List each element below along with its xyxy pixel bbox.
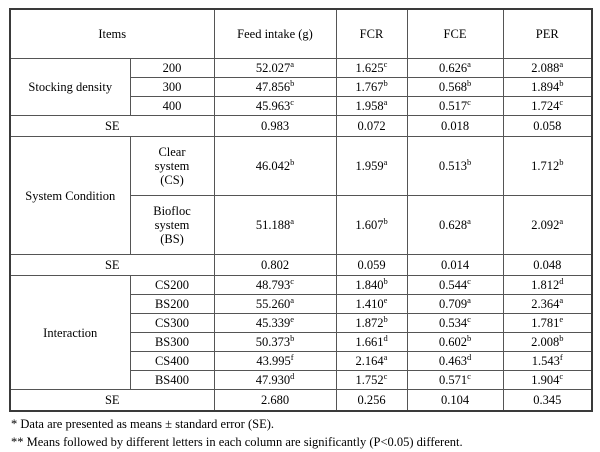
cell-value: 1.661 bbox=[355, 335, 384, 349]
significance-letter: a bbox=[383, 96, 388, 107]
significance-letter: c bbox=[467, 275, 471, 286]
cell-value: 43.995 bbox=[256, 354, 291, 368]
cell-value: 2.008 bbox=[531, 335, 560, 349]
significance-letter: b bbox=[290, 332, 295, 343]
se-cell-per: 0.048 bbox=[503, 255, 592, 276]
cell-value: 0.544 bbox=[439, 278, 468, 292]
cell-fce bbox=[407, 314, 503, 333]
cell-value: 55.260 bbox=[255, 297, 291, 311]
significance-letter: b bbox=[559, 77, 564, 88]
cell-feed-intake bbox=[214, 371, 336, 390]
results-table bbox=[9, 8, 593, 412]
row-label-line: system bbox=[154, 159, 190, 173]
row-label-line: (CS) bbox=[160, 173, 184, 187]
significance-letter: e bbox=[383, 294, 388, 305]
column-header-items: Items bbox=[10, 9, 214, 59]
row-label bbox=[130, 196, 214, 255]
se-label: SE bbox=[10, 255, 214, 276]
cell-feed-intake bbox=[214, 137, 336, 196]
se-cell-per: 0.345 bbox=[503, 390, 592, 412]
footnotes bbox=[9, 416, 591, 452]
cell-per bbox=[503, 352, 592, 371]
cell-feed-intake bbox=[214, 333, 336, 352]
se-row bbox=[10, 116, 592, 137]
significance-letter: c bbox=[290, 96, 295, 107]
significance-letter: e bbox=[559, 313, 564, 324]
table-row bbox=[10, 59, 592, 78]
cell-value: 0.513 bbox=[438, 159, 467, 173]
cell-feed-intake bbox=[214, 295, 336, 314]
cell-fcr bbox=[336, 196, 407, 255]
cell-value: 0.709 bbox=[439, 297, 468, 311]
cell-value: 1.607 bbox=[355, 218, 384, 232]
significance-letter: b bbox=[383, 313, 388, 324]
significance-letter: b bbox=[559, 156, 564, 167]
cell-per bbox=[503, 295, 592, 314]
significance-letter: c bbox=[290, 275, 295, 286]
se-cell-per: 0.058 bbox=[503, 116, 592, 137]
cell-fce bbox=[407, 78, 503, 97]
cell-value: 45.339 bbox=[255, 316, 291, 330]
header-row bbox=[10, 9, 592, 59]
significance-letter: d bbox=[383, 332, 388, 343]
cell-fcr bbox=[336, 371, 407, 390]
significance-letter: b bbox=[290, 156, 295, 167]
cell-value: 1.781 bbox=[531, 316, 560, 330]
row-label: 300 bbox=[130, 78, 214, 97]
cell-value: 1.904 bbox=[531, 373, 560, 387]
group-label: Stocking density bbox=[10, 59, 130, 116]
row-label: BS400 bbox=[130, 371, 214, 390]
cell-value: 2.088 bbox=[531, 61, 560, 75]
cell-feed-intake bbox=[214, 97, 336, 116]
cell-fce bbox=[407, 371, 503, 390]
cell-fce bbox=[407, 295, 503, 314]
row-label bbox=[130, 137, 214, 196]
significance-letter: c bbox=[467, 370, 471, 381]
row-label-line: (BS) bbox=[160, 232, 184, 246]
row-label-line: Biofloc bbox=[153, 204, 191, 218]
cell-per bbox=[503, 371, 592, 390]
significance-letter: c bbox=[559, 96, 564, 107]
cell-per bbox=[503, 196, 592, 255]
significance-letter: c bbox=[467, 96, 471, 107]
cell-value: 1.752 bbox=[355, 373, 384, 387]
column-header-feed-intake: Feed intake (g) bbox=[214, 9, 336, 59]
table-row bbox=[10, 137, 592, 196]
significance-letter: a bbox=[559, 58, 564, 69]
cell-value: 0.463 bbox=[438, 354, 467, 368]
row-label: BS200 bbox=[130, 295, 214, 314]
significance-letter: b bbox=[383, 77, 388, 88]
significance-letter: a bbox=[559, 294, 564, 305]
cell-value: 0.626 bbox=[439, 61, 468, 75]
footnote-letters-significance: ** Means followed by different letters in each column are significantly (P<0.05) different. bbox=[11, 434, 463, 449]
cell-value: 1.625 bbox=[355, 61, 384, 75]
cell-fce bbox=[407, 333, 503, 352]
cell-value: 2.364 bbox=[531, 297, 560, 311]
footnote-means-se: * Data are presented as means ± standard error (SE). bbox=[11, 417, 275, 431]
cell-value: 46.042 bbox=[255, 159, 291, 173]
se-cell-feed-intake: 0.802 bbox=[214, 255, 336, 276]
cell-fcr bbox=[336, 276, 407, 295]
row-label: 200 bbox=[130, 59, 214, 78]
significance-letter: a bbox=[383, 351, 388, 362]
significance-letter: d bbox=[559, 275, 564, 286]
se-cell-feed-intake: 2.680 bbox=[214, 390, 336, 412]
significance-letter: a bbox=[559, 215, 564, 226]
cell-value: 51.188 bbox=[255, 218, 291, 232]
cell-value: 0.602 bbox=[438, 335, 467, 349]
cell-per bbox=[503, 78, 592, 97]
cell-value: 1.543 bbox=[531, 354, 560, 368]
cell-value: 0.571 bbox=[439, 373, 468, 387]
row-label: 400 bbox=[130, 97, 214, 116]
cell-per bbox=[503, 59, 592, 78]
table-body bbox=[10, 59, 592, 412]
cell-value: 1.840 bbox=[355, 278, 384, 292]
cell-value: 2.092 bbox=[531, 218, 560, 232]
cell-value: 2.164 bbox=[355, 354, 384, 368]
se-row bbox=[10, 390, 592, 412]
significance-letter: a bbox=[290, 58, 295, 69]
cell-per bbox=[503, 333, 592, 352]
cell-fce bbox=[407, 276, 503, 295]
significance-letter: f bbox=[559, 351, 563, 362]
row-label: CS300 bbox=[130, 314, 214, 333]
cell-value: 1.812 bbox=[531, 278, 560, 292]
table-row bbox=[10, 276, 592, 295]
cell-value: 52.027 bbox=[255, 61, 291, 75]
significance-letter: a bbox=[290, 215, 295, 226]
cell-value: 45.963 bbox=[255, 99, 291, 113]
significance-letter: d bbox=[466, 351, 472, 362]
cell-fcr bbox=[336, 78, 407, 97]
significance-letter: c bbox=[559, 370, 564, 381]
cell-value: 50.373 bbox=[255, 335, 291, 349]
cell-fcr bbox=[336, 97, 407, 116]
row-label-line: system bbox=[154, 218, 190, 232]
significance-letter: a bbox=[467, 294, 471, 305]
significance-letter: c bbox=[383, 58, 388, 69]
cell-fcr bbox=[336, 295, 407, 314]
row-label: CS400 bbox=[130, 352, 214, 371]
cell-per bbox=[503, 97, 592, 116]
significance-letter: e bbox=[290, 313, 295, 324]
group-label: Interaction bbox=[10, 276, 130, 390]
cell-fce bbox=[407, 137, 503, 196]
cell-per bbox=[503, 276, 592, 295]
cell-fcr bbox=[336, 352, 407, 371]
se-cell-fce: 0.104 bbox=[407, 390, 503, 412]
cell-value: 1.894 bbox=[531, 80, 560, 94]
cell-value: 47.930 bbox=[255, 373, 291, 387]
cell-feed-intake bbox=[214, 352, 336, 371]
cell-value: 1.712 bbox=[531, 159, 560, 173]
significance-letter: a bbox=[467, 215, 471, 226]
cell-value: 0.534 bbox=[439, 316, 468, 330]
cell-value: 0.517 bbox=[439, 99, 468, 113]
cell-value: 1.410 bbox=[355, 297, 384, 311]
significance-letter: a bbox=[290, 294, 295, 305]
cell-value: 1.872 bbox=[355, 316, 384, 330]
cell-value: 47.856 bbox=[255, 80, 291, 94]
significance-letter: c bbox=[467, 313, 471, 324]
cell-value: 0.568 bbox=[438, 80, 467, 94]
cell-fce bbox=[407, 196, 503, 255]
significance-letter: b bbox=[383, 215, 388, 226]
column-header-fce: FCE bbox=[407, 9, 503, 59]
se-label: SE bbox=[10, 116, 214, 137]
cell-feed-intake bbox=[214, 276, 336, 295]
cell-value: 1.767 bbox=[355, 80, 384, 94]
significance-letter: a bbox=[467, 58, 471, 69]
cell-value: 1.724 bbox=[531, 99, 560, 113]
cell-per bbox=[503, 314, 592, 333]
cell-fce bbox=[407, 352, 503, 371]
significance-letter: b bbox=[466, 77, 472, 88]
significance-letter: b bbox=[383, 275, 388, 286]
row-label-line: Clear bbox=[158, 145, 186, 159]
cell-value: 1.959 bbox=[355, 159, 384, 173]
cell-fcr bbox=[336, 314, 407, 333]
se-row bbox=[10, 255, 592, 276]
significance-letter: a bbox=[383, 156, 388, 167]
cell-fcr bbox=[336, 137, 407, 196]
significance-letter: f bbox=[290, 351, 294, 362]
group-label: System Condition bbox=[10, 137, 130, 255]
cell-feed-intake bbox=[214, 59, 336, 78]
row-label: BS300 bbox=[130, 333, 214, 352]
se-cell-fcr: 0.072 bbox=[336, 116, 407, 137]
cell-value: 48.793 bbox=[255, 278, 291, 292]
significance-letter: c bbox=[383, 370, 388, 381]
column-header-fcr: FCR bbox=[336, 9, 407, 59]
se-cell-fce: 0.014 bbox=[407, 255, 503, 276]
se-label: SE bbox=[10, 390, 214, 412]
se-cell-fce: 0.018 bbox=[407, 116, 503, 137]
table-header bbox=[10, 9, 592, 59]
significance-letter: d bbox=[290, 370, 295, 381]
se-cell-feed-intake: 0.983 bbox=[214, 116, 336, 137]
se-cell-fcr: 0.059 bbox=[336, 255, 407, 276]
cell-per bbox=[503, 137, 592, 196]
significance-letter: b bbox=[559, 332, 564, 343]
cell-fcr bbox=[336, 333, 407, 352]
cell-value: 1.958 bbox=[355, 99, 384, 113]
cell-fce bbox=[407, 97, 503, 116]
column-header-per: PER bbox=[503, 9, 592, 59]
se-cell-fcr: 0.256 bbox=[336, 390, 407, 412]
significance-letter: b bbox=[466, 332, 472, 343]
cell-value: 0.628 bbox=[439, 218, 468, 232]
significance-letter: b bbox=[290, 77, 295, 88]
row-label: CS200 bbox=[130, 276, 214, 295]
cell-feed-intake bbox=[214, 78, 336, 97]
cell-feed-intake bbox=[214, 314, 336, 333]
significance-letter: b bbox=[466, 156, 472, 167]
cell-fce bbox=[407, 59, 503, 78]
cell-feed-intake bbox=[214, 196, 336, 255]
cell-fcr bbox=[336, 59, 407, 78]
